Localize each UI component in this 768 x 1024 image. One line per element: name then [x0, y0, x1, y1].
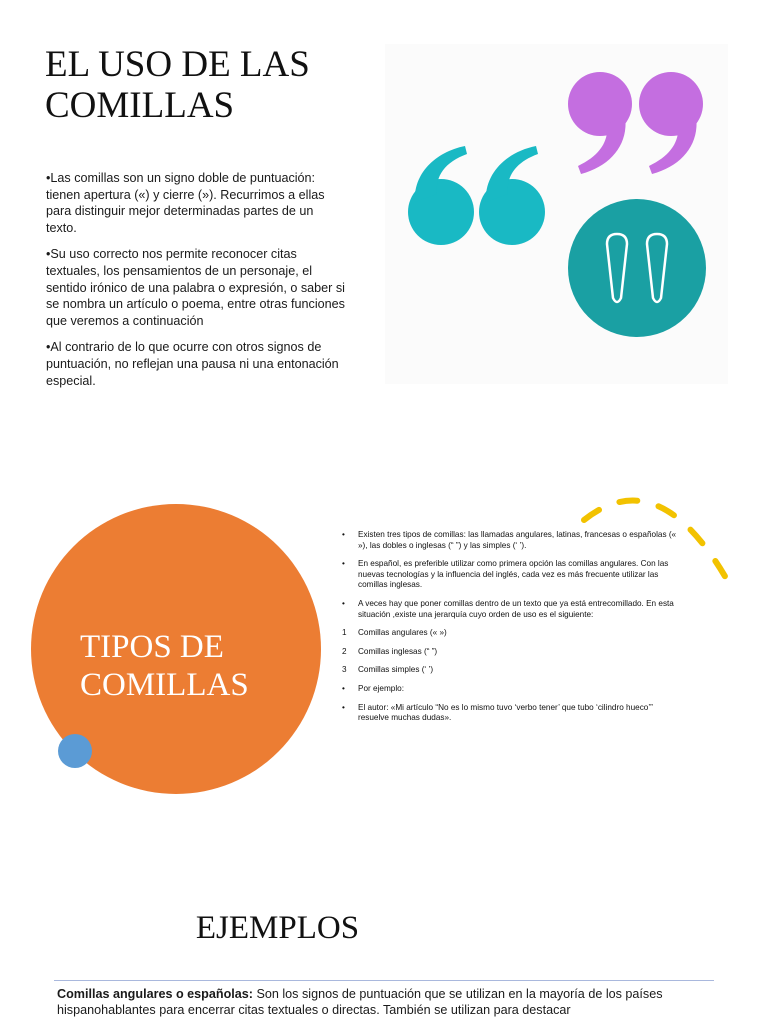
- list-text: Comillas inglesas (“ ”): [358, 646, 438, 656]
- slide-title: EJEMPLOS: [195, 910, 360, 946]
- bullet-item: •Su uso correcto nos permite reconocer citas textuales, los pensamientos de un personaje, el sentido irónico de una palabra o expresión, o saber si se nombra un artículo o poema, entre otras funciones que veremos a continuación: [46, 247, 345, 328]
- list-marker: •: [342, 530, 345, 539]
- divider: [54, 980, 714, 981]
- slide-uso-comillas: [0, 0, 768, 420]
- list-item: [340, 665, 685, 676]
- list-item: [340, 628, 685, 639]
- list-text: A veces hay que poner comillas dentro de un texto que ya está entrecomillado. En esta situación ,existe una jerarquía cuyo orden de uso es el siguiente:: [358, 598, 674, 619]
- list-text: Por ejemplo:: [358, 683, 404, 693]
- list-text: En español, es preferible utilizar como primera opción las comillas angulares. Con las nuevas tecnologías y la influencia del inglés, cada vez es más frecuente utilizar las comillas inglesas.: [358, 559, 669, 590]
- closing-quotes-icon: [568, 72, 703, 174]
- list-marker: •: [342, 683, 345, 693]
- straight-quotes-icon: [568, 199, 706, 337]
- paragraph-text: Son los signos de puntuación que se utilizan en la mayoría de los países hispanohablantes para encerrar citas textuales o directas. También se utilizan para destacar: [57, 987, 663, 1017]
- list-item: [340, 703, 685, 724]
- slide-ejemplos: [0, 890, 768, 1024]
- list-text: El autor: «Mi artículo “No es lo mismo tuvo ‘verbo tener’ que tubo ‘cilindro hueco’” resuelve muchas dudas».: [358, 702, 653, 723]
- slide-title: EL USO DE LAS COMILLAS: [45, 44, 310, 126]
- bullet-item: •Las comillas son un signo doble de puntuación: tienen apertura («) y cierre (»). Recurrimos a ellas para distinguir mejor determinadas partes de un texto.: [46, 171, 325, 235]
- list-marker: 2: [342, 646, 347, 656]
- paragraph-label: Comillas angulares o españolas:: [57, 987, 253, 1001]
- blue-dot-decoration: [58, 734, 92, 768]
- comillas-types-list: [340, 530, 685, 732]
- list-item: [340, 530, 685, 551]
- slide-tipos-comillas: [0, 470, 768, 830]
- list-item: [340, 684, 685, 695]
- list-marker: •: [342, 559, 345, 569]
- list-marker: 3: [342, 665, 347, 675]
- opening-quotes-icon: [408, 146, 545, 245]
- list-text: Comillas angulares (« »): [358, 628, 447, 638]
- slide-title: TIPOS DE COMILLAS: [80, 629, 249, 703]
- list-item: [340, 599, 685, 620]
- list-marker: 1: [342, 628, 347, 638]
- bullet-item: •Al contrario de lo que ocurre con otros signos de puntuación, no reflejan una pausa ni una entonación especial.: [46, 340, 339, 388]
- list-marker: •: [342, 598, 345, 608]
- bullet-list: [46, 170, 346, 399]
- list-item: [340, 559, 685, 591]
- quotation-marks-illustration: [385, 44, 728, 384]
- list-text: Comillas simples (‘ ’): [358, 665, 434, 675]
- list-text: Existen tres tipos de comillas: las llamadas angulares, latinas, francesas o españolas (« »), las dobles o inglesas (“ ”) y las simples (‘ ’).: [358, 530, 677, 550]
- example-paragraph: [57, 986, 697, 1018]
- list-marker: •: [342, 702, 345, 712]
- list-item: [340, 647, 685, 658]
